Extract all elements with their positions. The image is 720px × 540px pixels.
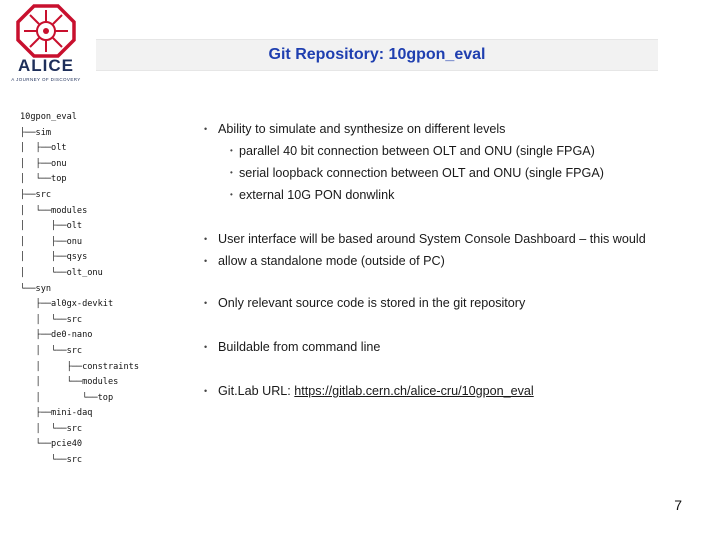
page-number: 7: [674, 497, 682, 513]
directory-tree: [20, 110, 139, 469]
sub-bullet-parallel-text: parallel 40 bit connection between OLT and ONU (single FPGA): [239, 144, 595, 158]
tree-line: │ └──src: [20, 345, 83, 356]
sub-bullet-serial-text: serial loopback connection between OLT and ONU (single FPGA): [239, 166, 604, 180]
tree-line: │ ├──qsys: [20, 252, 88, 263]
tree-line: │ └──src: [20, 314, 83, 325]
bullet-gitlab-text: [218, 384, 534, 398]
tree-line: │ └──src: [20, 423, 83, 434]
tree-line: │ └──olt_onu: [20, 267, 103, 278]
tree-line: ├──mini-daq: [20, 408, 93, 419]
bullet-buildable-text: Buildable from command line: [218, 340, 381, 354]
alice-logo: [6, 4, 86, 88]
slide-title: Git Repository: 10gpon_eval: [268, 46, 486, 63]
tree-line: │ └──top: [20, 174, 67, 185]
tree-line: 10gpon_eval: [20, 112, 77, 122]
bullet-user-interface-line1: User interface will be based around System Console Dashboard – this would: [218, 232, 646, 246]
tree-line: │ ├──constraints: [20, 361, 139, 372]
tree-line: │ └──modules: [20, 205, 88, 216]
tree-line: │ ├──olt: [20, 221, 83, 232]
gitlab-url-link[interactable]: https://gitlab.cern.ch/alice-cru/10gpon_eval: [294, 384, 534, 398]
bullet-ability-text: Ability to simulate and synthesize on different levels: [218, 122, 506, 136]
tree-line: │ └──top: [20, 392, 114, 403]
logo-wordmark: ALICE: [18, 56, 74, 75]
tree-line: │ ├──onu: [20, 158, 67, 169]
tree-line: └──syn: [20, 283, 52, 294]
bullet-relevant-source-text: Only relevant source code is stored in the git repository: [218, 296, 526, 310]
tree-line: ├──src: [20, 189, 52, 200]
tree-line: │ └──modules: [20, 377, 119, 388]
tree-line: ├──de0-nano: [20, 330, 93, 341]
sub-bullet-external-text: external 10G PON donwlink: [239, 188, 395, 202]
tree-line: └──src: [20, 455, 83, 466]
title-bar: [96, 39, 658, 71]
tree-line: │ ├──olt: [20, 143, 67, 154]
bullet-user-interface-line2: allow a standalone mode (outside of PC): [218, 254, 445, 268]
alice-logo-icon: [16, 4, 76, 58]
tree-line: ├──sim: [20, 127, 52, 138]
tree-line: ├──al0gx-devkit: [20, 299, 114, 310]
logo-tagline: A JOURNEY OF DISCOVERY: [11, 77, 81, 82]
tree-line: └──pcie40: [20, 439, 83, 450]
tree-line: │ ├──onu: [20, 236, 83, 247]
gitlab-label: Git.Lab URL:: [218, 384, 295, 398]
